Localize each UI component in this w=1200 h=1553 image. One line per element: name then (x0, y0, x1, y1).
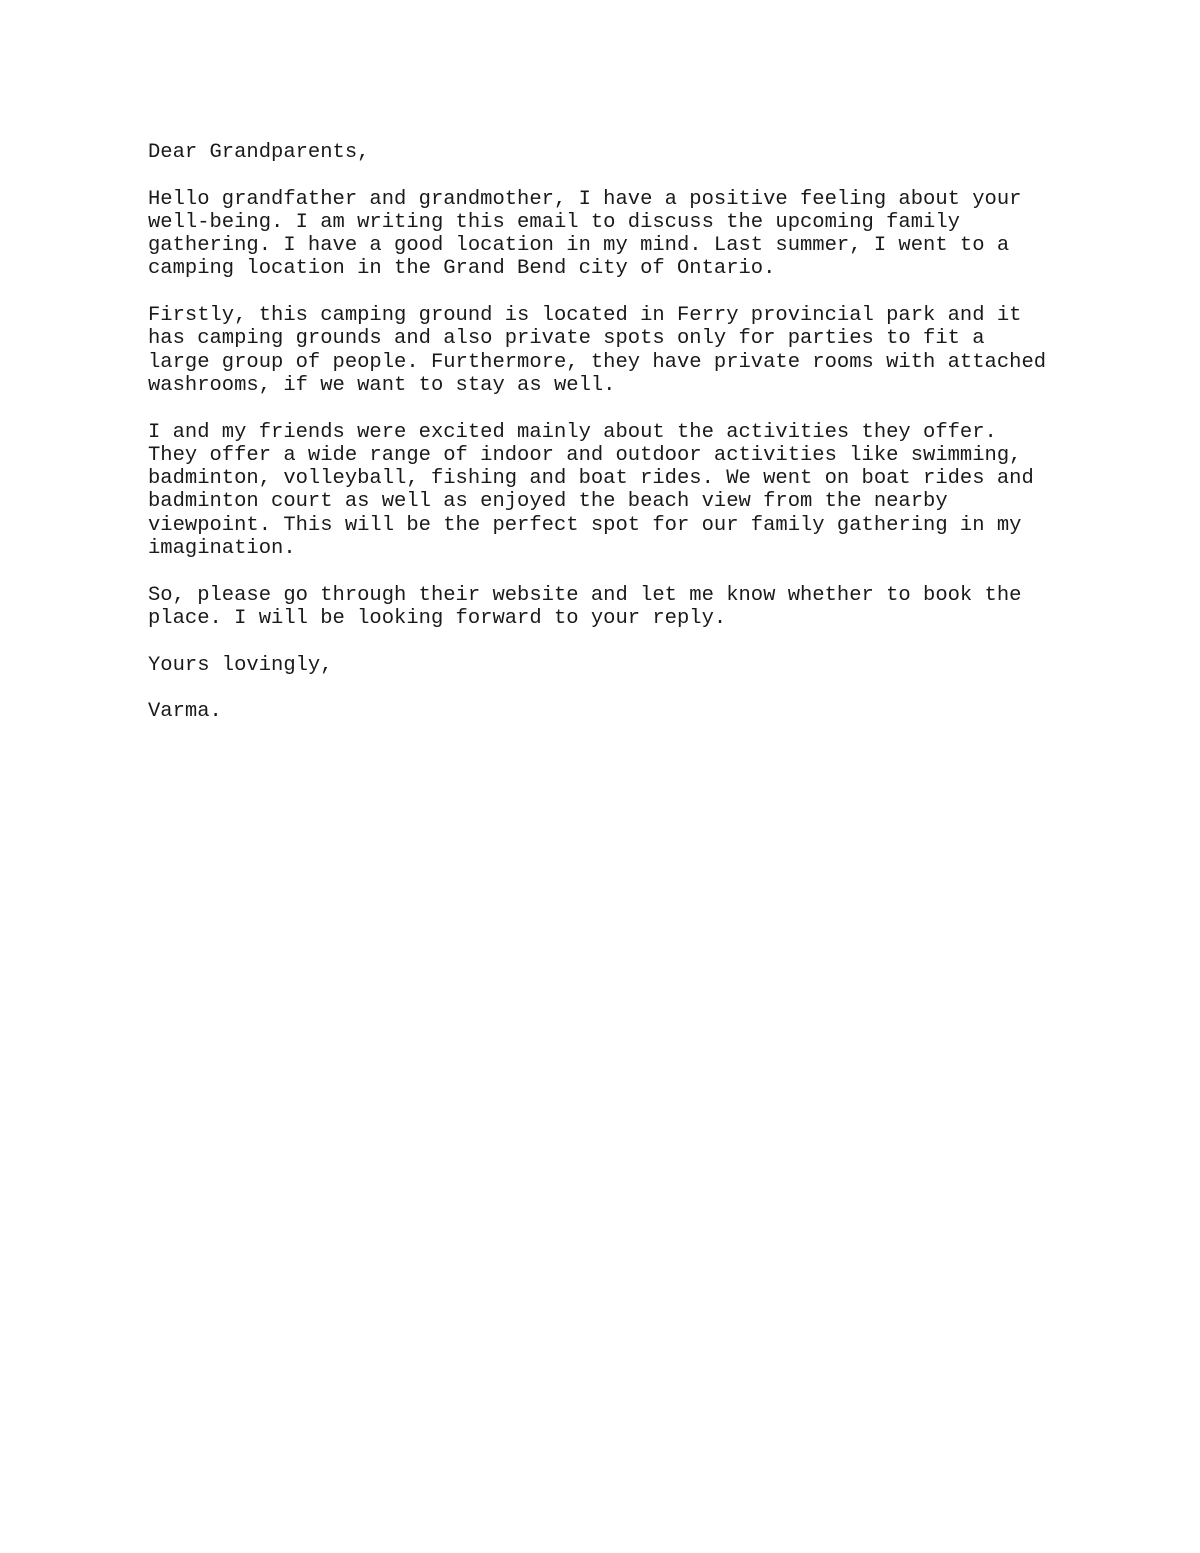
paragraph-request (148, 584, 1158, 631)
paragraph-line: washrooms, if we want to stay as well. (148, 373, 616, 397)
paragraph-line: I and my friends were excited mainly about the activities they offer. (148, 420, 997, 444)
paragraph-line: imagination. (148, 537, 296, 561)
paragraph-line: badminton court as well as enjoyed the beach view from the nearby (148, 490, 948, 514)
closing-line: Yours lovingly, (148, 653, 333, 677)
salutation-line: Dear Grandparents, (148, 141, 370, 164)
closing (148, 654, 1158, 677)
paragraph-line: place. I will be looking forward to your reply. (148, 606, 727, 630)
paragraph-line: large group of people. Furthermore, they have private rooms with attached (148, 350, 1047, 374)
paragraph-line: gathering. I have a good location in my mind. Last summer, I went to a (148, 234, 1010, 258)
paragraph-activities (148, 421, 1158, 561)
paragraph-location (148, 304, 1158, 397)
salutation (148, 141, 1158, 164)
paragraph-line: So, please go through their website and let me know whether to book the (148, 583, 1022, 607)
paragraph-greeting (148, 188, 1158, 281)
paragraph-line: has camping grounds and also private spots only for parties to fit a (148, 327, 985, 351)
paragraph-line: Hello grandfather and grandmother, I have a positive feeling about your (148, 187, 1022, 211)
paragraph-line: camping location in the Grand Bend city of Ontario. (148, 257, 776, 281)
paragraph-line: They offer a wide range of indoor and outdoor activities like swimming, (148, 443, 1022, 467)
signature-line: Varma. (148, 700, 222, 724)
paragraph-line: viewpoint. This will be the perfect spot for our family gathering in my (148, 513, 1022, 537)
letter-body (148, 141, 1158, 723)
paragraph-line: well-being. I am writing this email to discuss the upcoming family (148, 210, 960, 234)
paragraph-line: badminton, volleyball, fishing and boat rides. We went on boat rides and (148, 467, 1034, 491)
signature (148, 700, 1158, 723)
paragraph-line: Firstly, this camping ground is located in Ferry provincial park and it (148, 304, 1022, 328)
